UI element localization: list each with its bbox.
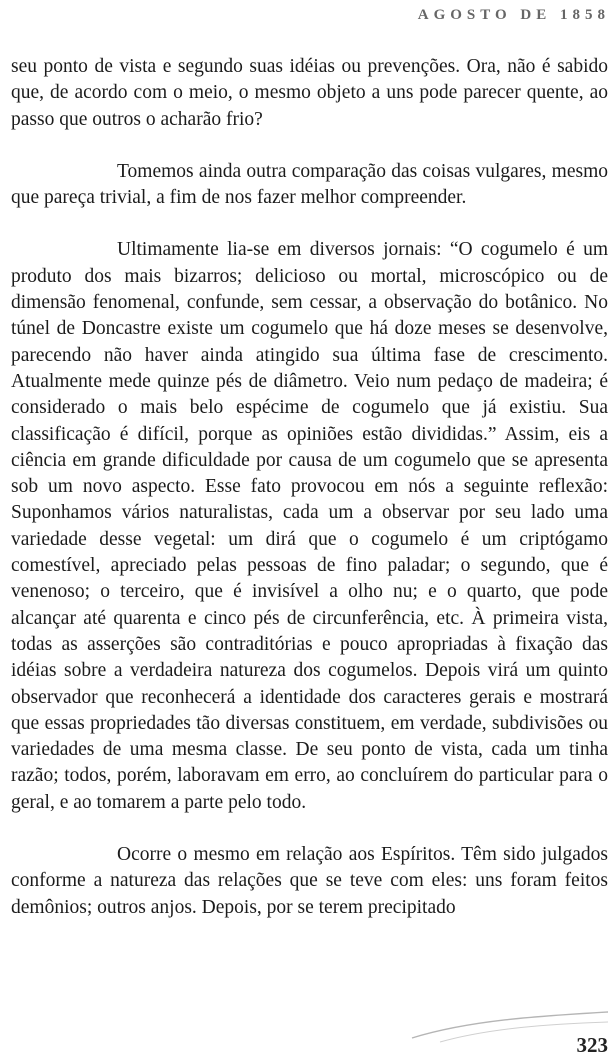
paragraph-spirits: Ocorre o mesmo em relação aos Espíritos. Têm sido julgados conforme a natureza das relações que se teve com eles: uns foram feitos demônios; outros anjos. Depois, por se terem precipitado [11,844,608,918]
page-body [11,54,608,921]
page-number: 323 [576,1033,608,1057]
running-header: AGOSTO DE 1858 [417,7,610,23]
paragraph-comparison: Tomemos ainda outra comparação das coisas vulgares, mesmo que pareça trivial, a fim de nos fazer melhor compreender. [11,160,608,209]
paragraph-mushroom: Ultimamente lia-se em diversos jornais: “O cogumelo é um produto dos mais bizarros; delicioso ou mortal, microscópico ou de dimensão fenomenal, confunde, sem cessar, a observação do botânico. No túnel de Doncastre existe um cogumelo que há doze meses se desenvolve, parecendo não haver ainda atingido sua última fase de crescimento. Atualmente mede quinze pés de diâmetro. Veio num pedaço de madeira; é considerado o mais belo espécime de cogumelo que já existiu. Sua classificação é difícil, porque as opiniões estão divididas.” Assim, eis a ciência em grande dificuldade por causa de um cogumelo que se apresenta sob um novo aspecto. Esse fato provocou em nós a seguinte reflexão: Suponhamos vários naturalistas, cada um a observar por seu lado uma variedade desse vegetal: um dirá que o cogumelo é um criptógamo comestível, apreciado pelas pessoas de fino paladar; o segundo, que é venenoso; o terceiro, que é invisível a olho nu; e o quarto, que pode alcançar até quarenta e cinco pés de circunferência, etc. À primeira vista, todas as asserções são contraditórias e pouco apropriadas à fixação das idéias sobre a verdadeira natureza dos cogumelos. Depois virá um quinto observador que reconhecerá a identidade dos caracteres gerais e mostrará que essas propriedades tão diversas constituem, em verdade, subdivisões ou variedades de uma mesma classe. De seu ponto de vista, cada um tinha razão; todos, porém, laboravam em erro, ao concluírem do particular para o geral, e ao tomarem a parte pelo todo. [11,239,608,813]
paragraph-continuation: seu ponto de vista e segundo suas idéias ou prevenções. Ora, não é sabido que, de acordo com o meio, o mesmo objeto a uns pode parecer quente, ao passo que outros o acharão frio? [11,56,608,130]
